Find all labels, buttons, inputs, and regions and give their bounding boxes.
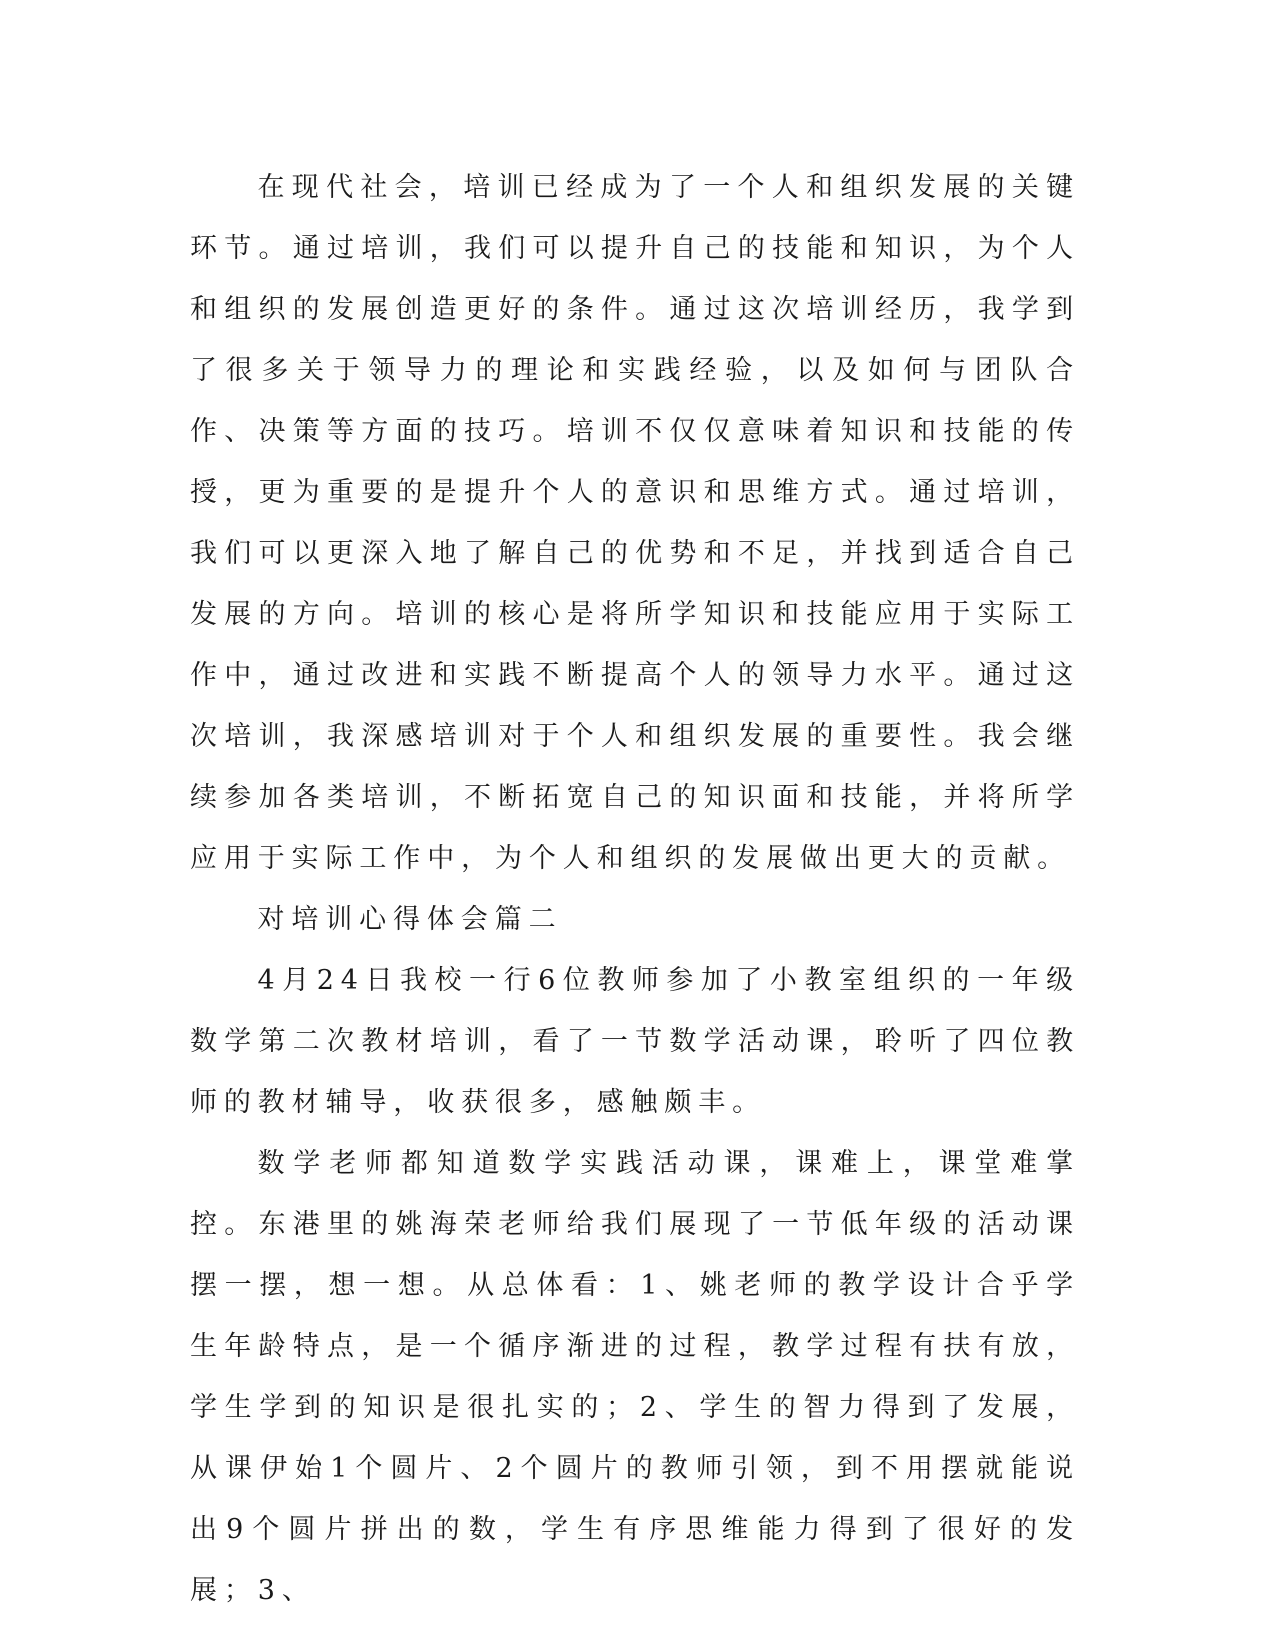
body-paragraph: 在现代社会，培训已经成为了一个人和组织发展的关键环节。通过培训，我们可以提升自己的技能和知识，为个人和组织的发展创造更好的条件。通过这次培训经历，我学到了很多关于领导力的理论和实践经验，以及如何与团队合作、决策等方面的技巧。培训不仅仅意味着知识和技能的传授，更为重要的是提升个人的意识和思维方式。通过培训，我们可以更深入地了解自己的优势和不足，并找到适合自己发展的方向。培训的核心是将所学知识和技能应用于实际工作中，通过改进和实践不断提高个人的领导力水平。通过这次培训，我深感培训对于个人和组织发展的重要性。我会继续参加各类培训，不断拓宽自己的知识面和技能，并将所学应用于实际工作中，为个人和组织的发展做出更大的贡献。 xyxy=(190,172,1080,874)
body-paragraph: 4月24日我校一行6位教师参加了小教室组织的一年级数学第二次教材培训，看了一节数学活动课，聆听了四位教师的教材辅导，收获很多，感触颇丰。 xyxy=(190,965,1080,1118)
body-paragraph: 数学老师都知道数学实践活动课，课难上，课堂难掌控。东港里的姚海荣老师给我们展现了一节低年级的活动课摆一摆，想一想。从总体看：1、姚老师的教学设计合乎学生年龄特点，是一个循序渐进的过程，教学过程有扶有放，学生学到的知识是很扎实的；2、学生的智力得到了发展，从课伊始1个圆片、2个圆片的教师引领，到不用摆就能说出9个圆片拼出的数，学生有序思维能力得到了很好的发展；3、 xyxy=(190,1148,1080,1606)
section-heading: 对培训心得体会篇二 xyxy=(257,904,563,935)
document-page xyxy=(190,157,1080,1621)
